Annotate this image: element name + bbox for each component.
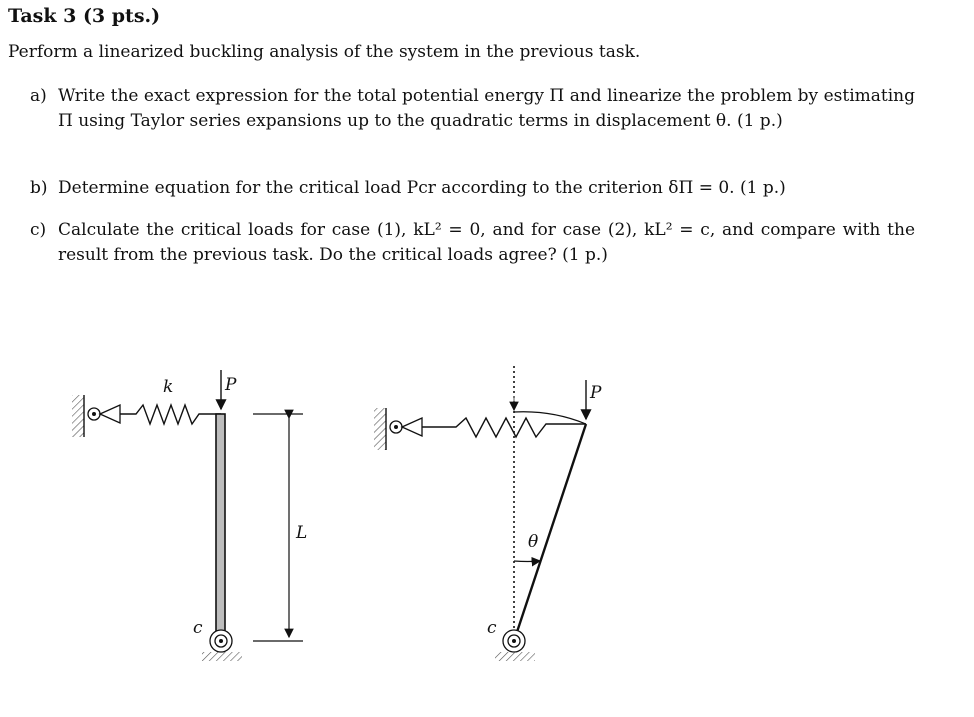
left-base-hatch [202, 652, 242, 661]
right-spring-triangle [402, 418, 422, 436]
left-length-label: L [296, 523, 308, 543]
left-system [72, 370, 307, 661]
left-spring-triangle [100, 405, 120, 423]
right-angle-arc [514, 561, 540, 562]
right-system [374, 366, 602, 661]
left-load-label: P [225, 375, 237, 395]
subtask-b-label: b) [30, 178, 48, 198]
right-wall-hatch [374, 408, 386, 450]
left-spring [120, 405, 221, 424]
right-spring [422, 418, 586, 437]
task-intro: Perform a linearized buckling analysis of the system in the previous task. [8, 42, 641, 62]
right-angle-label: θ [528, 532, 539, 552]
subtask-b [30, 176, 915, 201]
task-title: Task 3 (3 pts.) [8, 5, 161, 27]
right-displacement-arc [514, 412, 586, 424]
left-spring-label: k [163, 377, 174, 397]
right-rot-spring-label: c [487, 618, 497, 638]
left-rot-spring-label: c [193, 618, 203, 638]
right-bar [514, 424, 586, 641]
left-wall-hatch [72, 395, 84, 437]
subtask-a-text: Write the exact expression for the total potential energy Π and linearize the problem by estimating Π using Taylor series expansions up to the quadratic terms in displacement θ. (1 p.) [58, 86, 915, 131]
buckling-figure [0, 360, 974, 717]
left-bar [216, 414, 225, 631]
subtask-c [30, 218, 915, 268]
subtask-a-label: a) [30, 86, 47, 106]
right-load-label: P [590, 383, 602, 403]
subtask-b-text: Determine equation for the critical load Pcr according to the criterion δΠ = 0. (1 p.) [58, 178, 786, 198]
subtask-c-label: c) [30, 220, 47, 240]
subtask-a [30, 84, 915, 134]
subtask-c-text: Calculate the critical loads for case (1), kL² = 0, and for case (2), kL² = c, and compare with the result from the previous task. Do the critical loads agree? (1 p.) [58, 220, 915, 265]
right-base-hatch [495, 652, 535, 661]
